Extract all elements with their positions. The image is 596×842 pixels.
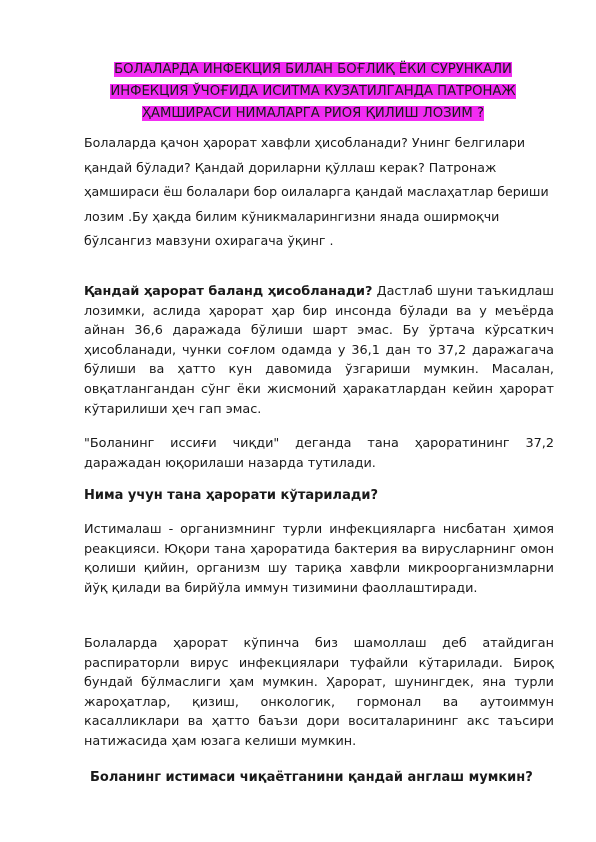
intro-paragraph: Болаларда қачон ҳарорат хавфли ҳисобланади? Унинг белгилари қандай бўлади? Қандай дориларни қўллаш керак? Патронаж ҳамшираси ёш болалари бор оилаларга қандай маслаҳатлар бериши лозим .Бу ҳақда билим кўникмаларингизни янада оширмоқчи бўлсангиз мавзуни охирагача ўқинг . [84, 135, 549, 248]
paragraph-fever-reaction: Истималаш - организмнинг турли инфекцияларга нисбатан ҳимоя реакцияси. Юқори тана ҳароратида бактерия ва вируcларнинг омон қолиши қийин, организм шу тариқа хавфли микроорганизмларни йўқ қилади ва бирйўла иммун тизимини фаоллаштиради. [84, 522, 554, 596]
title-line: ҲАМШИРАСИ НИМАЛАРГА РИОЯ ҚИЛИШ ЛОЗИМ ? [141, 106, 484, 121]
document-title [88, 58, 538, 124]
paragraph-fever-causes: Болаларда ҳарорат кўпинча биз шамоллаш деб атайдиган распираторли вирус инфекциялари туфайли кўтарилади. Бироқ бундай бўлмаслиги ҳам мумкин. Ҳарорат, шунингдек, яна турли жароҳатлар, қизиш, онкологик, гормонал ва аутоиммун касалликлари ва ҳатто баъзи дори воситаларининг акс таъсири натижасида ҳам юзага келиши мумкин. [84, 636, 554, 749]
section-heading-why-temperature-rises: Нима учун тана ҳарорати кўтарилади? [84, 488, 378, 503]
title-line: ИНФЕКЦИЯ ЎЧОҒИДА ИСИТМА КУЗАТИЛГАНДА ПАТРОНАЖ [110, 84, 516, 99]
section-body-text: Дастлаб шуни таъкидлаш лозимки, аслида ҳарорат ҳар бир инсонда бўлади ва у меъёрда айнан 36,6 даражада бўлиши шарт эмас. Бу ўртача кўрсаткич ҳисобланади, чунки соғлом одамда у 36,1 дан то 37,2 даражагача бўлиши ва ҳатто кун давомида ўзгариши мумкин. Масалан, овқатлангандан сўнг ёки жисмоний ҳаракатлардан кейин ҳарорат кўтарилиши ҳеч гап эмас. [84, 284, 554, 417]
section-lead-heading: Қандай ҳарорат баланд ҳисобланади? [84, 284, 373, 299]
section-paragraph-high-temperature [84, 282, 554, 419]
title-line: БОЛАЛАРДА ИНФЕКЦИЯ БИЛАН БОҒЛИҚ ЁКИ СУРУНКАЛИ [114, 62, 512, 77]
quote-paragraph: "Боланинг иссиғи чиқди" деганда тана ҳароратининг 37,2 даражадан юқорилаши назарда тутилади. [84, 436, 554, 471]
section-heading-how-to-recognize-fever: Боланинг истимаси чиқаётганини қандай англаш мумкин? [90, 770, 533, 785]
